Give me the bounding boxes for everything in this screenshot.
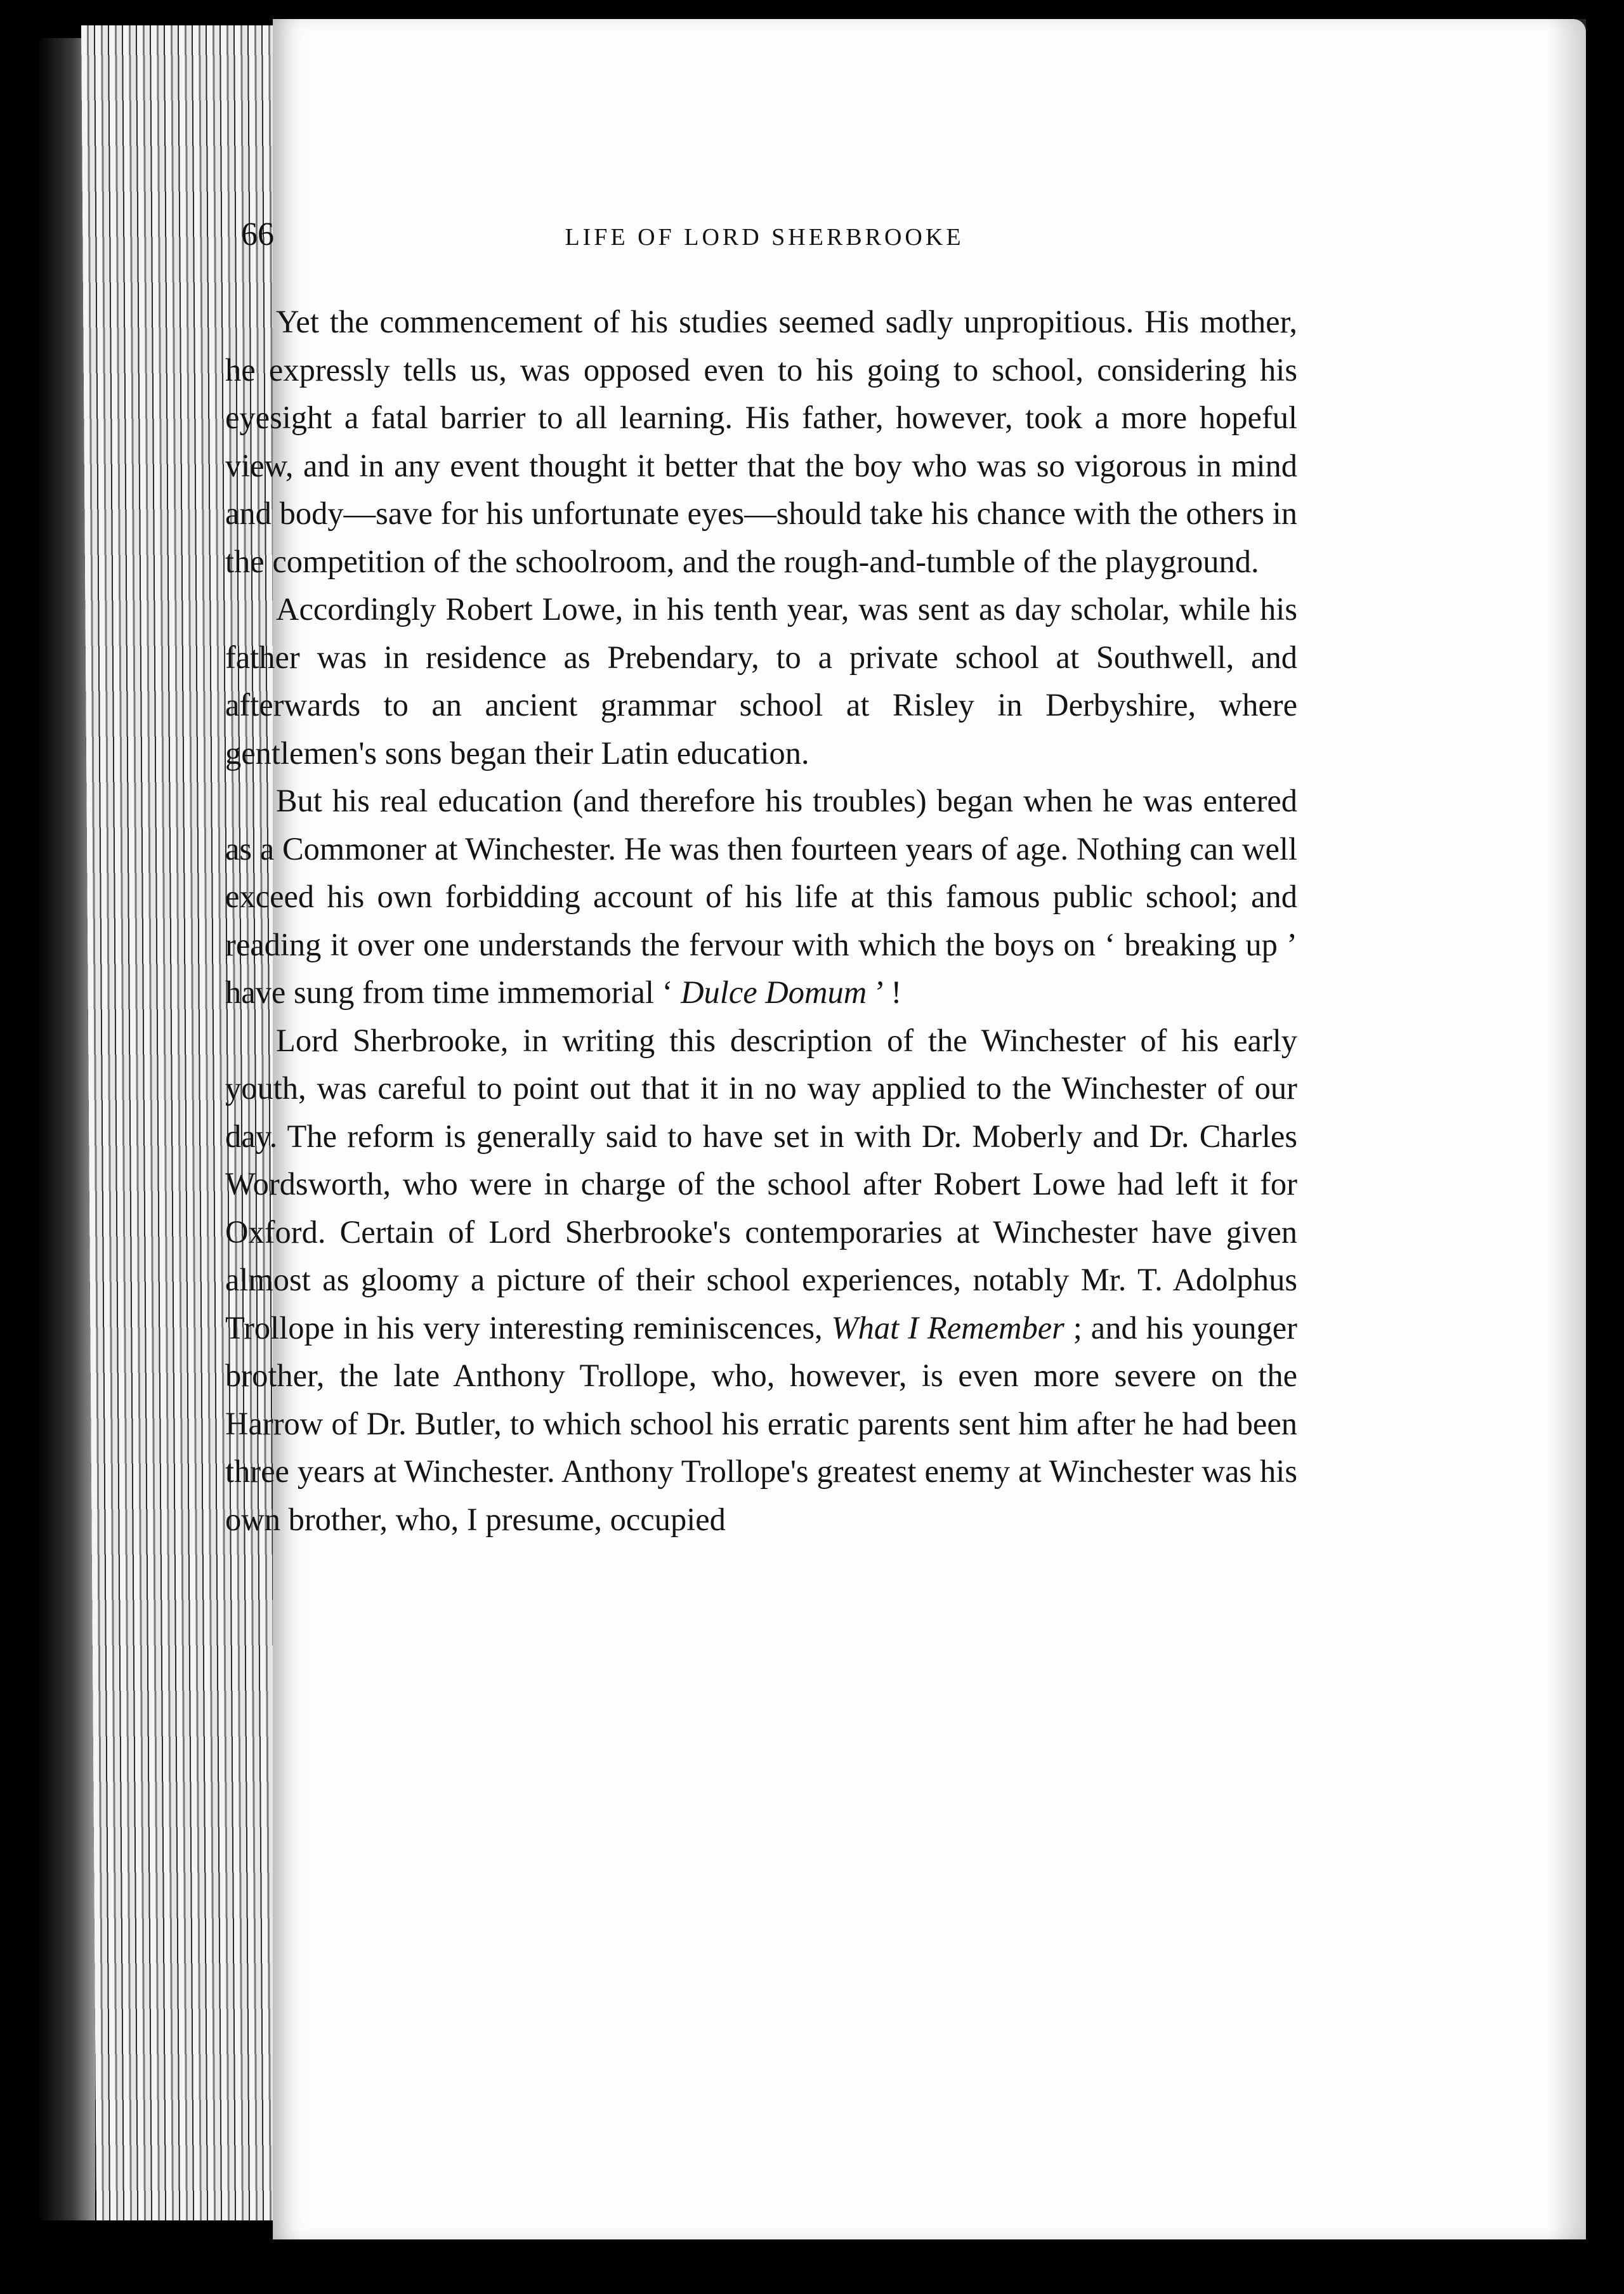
paragraph-4 bbox=[225, 1017, 1297, 1544]
quote-open: ‘ bbox=[662, 974, 681, 1010]
quote-close: ’ ! bbox=[867, 974, 902, 1010]
paragraph-1: Yet the commencement of his studies seemed sadly unpropitious. His mother, he expressly tells us, was opposed even to his going to school, considering his eyesight a fatal barrier to all learning. His father, however, took a more hopeful view, and in any event thought it better that the boy who was so vigorous in mind and body—save for his unfortunate eyes—should take his chance with the others in the competition of the schoolroom, and the rough-and-tumble of the playground. bbox=[225, 304, 1297, 579]
song-title: Dulce Domum bbox=[681, 974, 867, 1010]
page-right-shadow bbox=[1548, 19, 1586, 2239]
paragraph-2: Accordingly Robert Lowe, in his tenth year, was sent as day scholar, while his father was in residence as Prebendary, to a private school at Southwell, and afterwards to an ancient grammar school at Risley in Derbyshire, where gentlemen's sons began their Latin education. bbox=[225, 591, 1297, 771]
paragraph-3-text: But his real education (and therefore his troubles) began when he was entered as a Commoner at Winchester. He was then fourteen years of age. Nothing can well exceed his own forbidding account of his life at this famous public school; and reading it over one understands the fervour with which the boys on ‘ breaking up ’ have sung from time immemorial bbox=[225, 783, 1297, 1010]
body-text bbox=[225, 298, 1297, 1544]
paragraph-4-part-2: ; and his younger brother, the late Anthony Trollope, who, however, is even more severe on the Harrow of Dr. Butler, to which school his erratic parents sent him after he had been three years at Winchester. Anthony Trollope's greatest enemy at Winchester was his own brother, who, I presume, occupied bbox=[225, 1309, 1298, 1537]
page-number: 66 bbox=[241, 216, 274, 252]
page-header bbox=[241, 216, 1288, 273]
paragraph-3 bbox=[225, 777, 1297, 1017]
running-head: LIFE OF LORD SHERBROOKE bbox=[565, 224, 964, 251]
book-title: What I Remember bbox=[831, 1309, 1064, 1346]
paragraph-4-part-1: Lord Sherbrooke, in writing this description of the Winchester of his early youth, was careful to point out that it in no way applied to the Winchester of our day. The reform is generally said to have set in with Dr. Moberly and Dr. Charles Wordsworth, who were in charge of the school after Robert Lowe had left it for Oxford. Certain of Lord Sherbrooke's contemporaries at Winchester have given almost as gloomy a picture of their school experiences, notably Mr. T. Adolphus Trollope in his very interesting reminiscences, bbox=[225, 1022, 1297, 1346]
